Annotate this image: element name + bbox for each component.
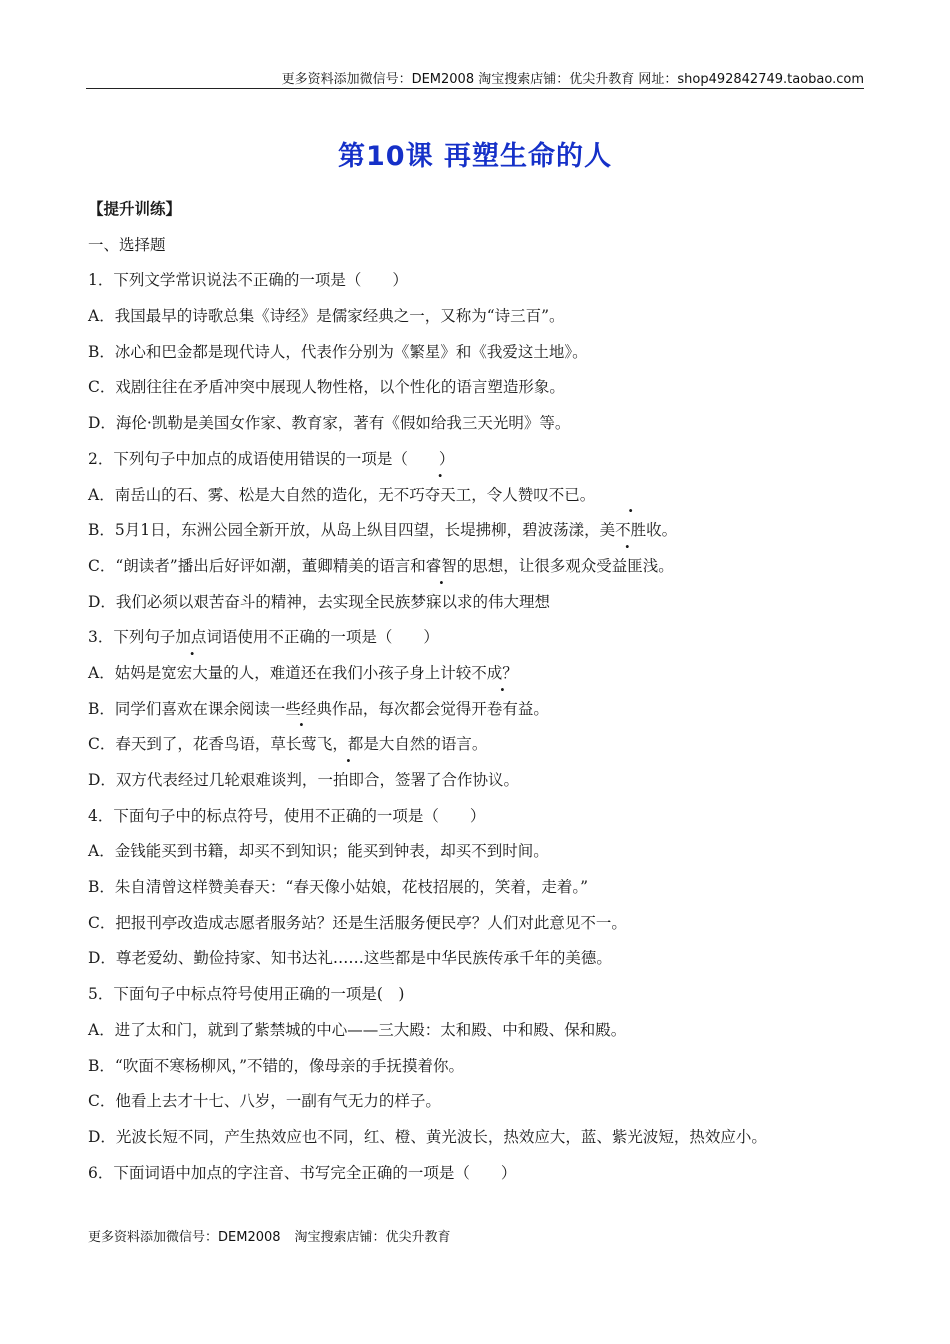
option-c	[88, 731, 864, 767]
option-a: A．我国最早的诗歌总集《诗经》是儒家经典之一，又称为“诗三百”。	[88, 307, 565, 326]
option-text: 。	[658, 556, 674, 575]
dotted-idiom: 草长莺飞	[270, 735, 333, 754]
option-d: D．尊老爱幼、勤俭持家、知书达礼……这些都是中华民族传承千年的美德。	[88, 949, 612, 968]
option-text: 的人，难道还在我们小孩子身上计较不成？	[223, 663, 518, 682]
section-heading: 【提升训练】	[88, 200, 182, 218]
header-divider	[86, 88, 864, 89]
option-b	[88, 517, 864, 553]
dotted-idiom: 宽宏大量	[161, 663, 224, 682]
option-text: ，签署了合作协议。	[379, 771, 519, 789]
option-text: A．南岳山的石、雾、松是大自然的造化，无不	[88, 485, 410, 504]
page-footer	[88, 1226, 465, 1245]
question-stem: 6．下面词语中加点的字注音、书写完全正确的一项是（ ）	[88, 1163, 517, 1182]
document-body	[88, 196, 864, 1195]
option-text: D．我们必须以艰苦奋斗的精神，去实现全民族	[88, 592, 411, 611]
option-text: ，都是大自然的语言。	[332, 735, 488, 754]
option-a: A．金钱能买到书籍，却买不到知识；能买到钟表，却买不到时间。	[88, 842, 549, 861]
option-a: A．进了太和门，就到了紫禁城的中心——三大殿：太和殿、中和殿、保和殿。	[88, 1020, 627, 1039]
option-text: 的伟大理想	[472, 592, 550, 611]
option-text: C．“朗读者”播出后好评如潮，董卿精美的语言和睿智的思想，让很多观众	[88, 556, 597, 575]
option-text: B．同学们喜欢在课余阅读一些经典作品，每次都会觉得	[88, 699, 472, 718]
option-c	[88, 553, 864, 589]
option-d	[88, 767, 864, 803]
dotted-idiom: 开卷有益	[471, 699, 534, 718]
question-stem: 5．下面句子中标点符号使用正确的一项是( )	[88, 985, 405, 1004]
option-b: B．朱自清曾这样赞美春天：“春天像小姑娘，花枝招展的，笑着，走着。”	[88, 878, 588, 897]
option-text: D．双方代表经过几轮艰难谈判，	[88, 771, 318, 789]
question-stem: 4．下面句子中的标点符号，使用不正确的一项是（ ）	[88, 806, 486, 825]
option-text: 。	[533, 699, 549, 718]
option-text: A．姑妈是	[88, 663, 162, 682]
part-heading: 一、选择题	[88, 235, 166, 254]
option-text: 。	[661, 521, 678, 540]
question-stem: 3．下列句子加点词语使用不正确的一项是（ ）	[88, 628, 439, 647]
option-d	[88, 589, 864, 625]
page-title: 第10课 再塑生命的人	[338, 141, 612, 172]
option-d: D．海伦·凯勒是美国女作家、教育家，著有《假如给我三天光明》等。	[88, 414, 571, 433]
option-text: B．5月1日，东洲公园全新开放，从岛上纵目四望，长堤拂柳，碧波荡漾，	[88, 521, 600, 540]
option-b: B．“吹面不寒杨柳风，”不错的，像母亲的手抚摸着你。	[88, 1056, 464, 1075]
option-d: D．光波长短不同，产生热效应也不同，红、橙、黄光波长，热效应大，蓝、紫光波短，热效应小。	[88, 1127, 767, 1146]
option-text: ，令人赞叹不已。	[471, 485, 596, 504]
dotted-idiom: 美不胜收	[599, 521, 662, 540]
option-text: C．春天到了，花香鸟语，	[88, 735, 271, 754]
dotted-idiom: 受益匪浅	[596, 556, 659, 575]
dotted-idiom: 一拍即合	[317, 771, 380, 789]
option-b	[88, 696, 864, 732]
option-c: C．把报刊亭改造成志愿者服务站？还是生活服务便民亭？人们对此意见不一。	[88, 913, 627, 932]
option-b: B．冰心和巴金都是现代诗人，代表作分别为《繁星》和《我爱这土地》。	[88, 342, 588, 361]
option-a	[88, 482, 864, 518]
footer-shop: 淘宝搜索店铺：优尖升教育	[294, 1230, 451, 1245]
option-c: C．他看上去才十七、八岁，一副有气无力的样子。	[88, 1092, 441, 1111]
question-stem: 2．下列句子中加点的成语使用错误的一项是（ ）	[88, 449, 455, 468]
question-stem: 1．下列文学常识说法不正确的一项是（ ）	[88, 271, 408, 290]
footer-wechat: 更多资料添加微信号：DEM2008	[88, 1230, 281, 1245]
page-header: 更多资料添加微信号：DEM2008 淘宝搜索店铺：优尖升教育 网址：shop492842749.taobao.com	[281, 72, 864, 87]
option-c: C．戏剧往往在矛盾冲突中展现人物性格，以个性化的语言塑造形象。	[88, 378, 565, 397]
dotted-idiom: 梦寐以求	[410, 592, 473, 611]
dotted-idiom: 巧夺天工	[409, 485, 472, 504]
